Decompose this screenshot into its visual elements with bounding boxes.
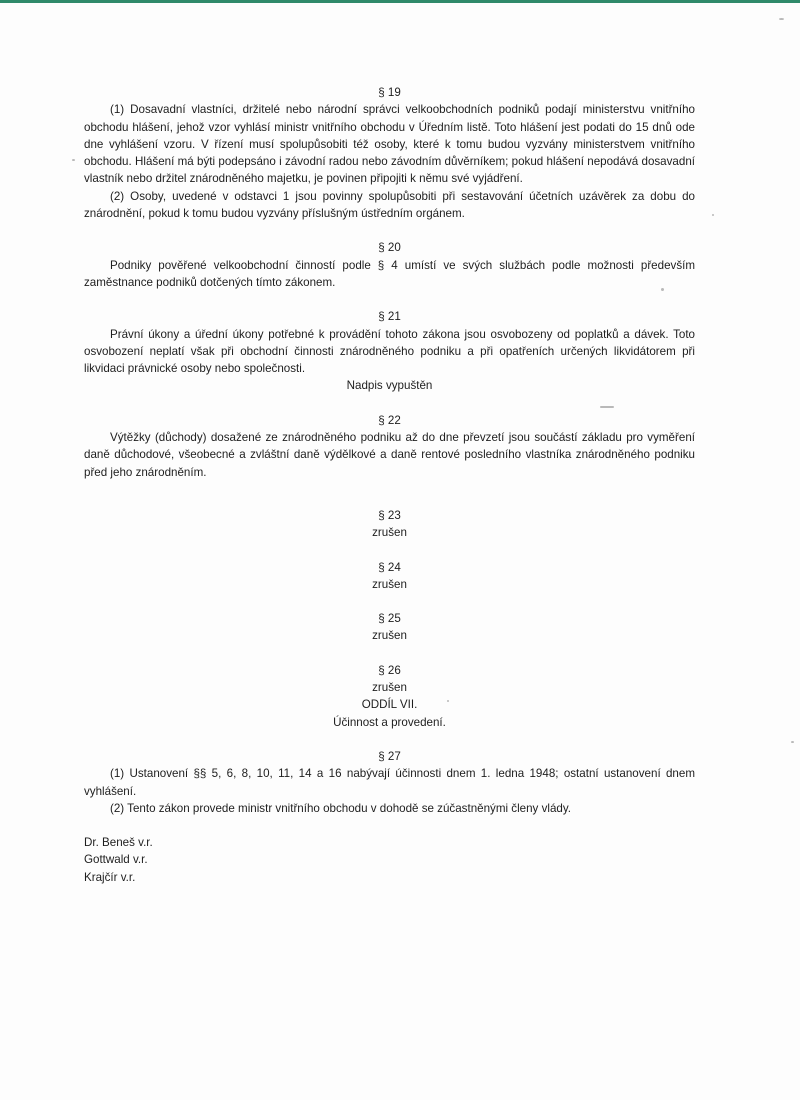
section-20-paragraph-1: Podniky pověřené velkoobchodní činností podle § 4 umístí ve svých službách podle možnosti především zaměstnance podniků dotčených tímto zákonem. bbox=[84, 258, 695, 289]
section-23-status: zrušen bbox=[372, 526, 407, 540]
section-22-heading: § 22 bbox=[378, 413, 401, 427]
section-21-heading: § 21 bbox=[378, 310, 401, 324]
section-25-status: zrušen bbox=[372, 629, 407, 643]
section-19-paragraph-1: (1) Dosavadní vlastníci, držitelé nebo národní správci velkoobchodních podniků podají ministerstvu vnitřního obchodu hlášení, jehož vzor vyhlásí ministr vnitřního obchodu v Úředním listě. Toto hlášení jest podati do 15 dnů ode dne vyhlášení vzoru. V řízení musí spolupůsobiti též osoby, které k tomu budou vyzvány ministerstvem vnitřního obchodu. Hlášení má býti podepsáno i závodní radou nebo závodním důvěrníkem; pokud hlášení nepodává dosavadní vlastník nebo držitel znárodněného majetku, je povinen připojiti k němu své vyjádření. bbox=[84, 103, 695, 186]
part-7-heading: ODDÍL VII. bbox=[361, 698, 418, 712]
part-7-title: Účinnost a provedení. bbox=[333, 715, 446, 729]
section-20-heading: § 20 bbox=[378, 241, 401, 255]
signature-krajcir: Krajčír v.r. bbox=[84, 870, 136, 884]
section-22-paragraph-1: Výtěžky (důchody) dosažené ze znárodněného podniku až do dne převzetí jsou součástí základu pro vyměření daně důchodové, všeobecné a zvláštní daně výdělkové a daně rentové posledního vlastníka znárodněného podniku před jeho znárodněním. bbox=[84, 431, 695, 479]
section-27-paragraph-1: (1) Ustanovení §§ 5, 6, 8, 10, 11, 14 a 16 nabývají účinnosti dnem 1. ledna 1948; ostatní ustanovení dnem vyhlášení. bbox=[84, 767, 695, 798]
section-24-status: zrušen bbox=[372, 577, 407, 591]
section-23-heading: § 23 bbox=[378, 508, 401, 522]
section-26-heading: § 26 bbox=[378, 663, 401, 677]
signature-benes: Dr. Beneš v.r. bbox=[84, 836, 153, 850]
scan-speck bbox=[712, 214, 714, 216]
section-27-paragraph-2: (2) Tento zákon provede ministr vnitřního obchodu v dohodě se zúčastněnými členy vlády. bbox=[110, 801, 571, 815]
scan-speck bbox=[72, 159, 75, 161]
section-19-heading: § 19 bbox=[378, 86, 401, 99]
document-body bbox=[84, 84, 695, 886]
section-26-status: zrušen bbox=[372, 681, 407, 695]
section-24-heading: § 24 bbox=[378, 560, 401, 574]
section-27-heading: § 27 bbox=[378, 749, 401, 763]
scan-speck bbox=[791, 741, 794, 743]
section-25-heading: § 25 bbox=[378, 612, 401, 626]
section-21-note: Nadpis vypuštěn bbox=[346, 379, 433, 393]
signature-gottwald: Gottwald v.r. bbox=[84, 853, 148, 867]
section-19-paragraph-2: (2) Osoby, uvedené v odstavci 1 jsou povinny spolupůsobiti při sestavování účetních uzávěrek za dobu do znárodnění, pokud k tomu budou vyzvány příslušným ústředním orgánem. bbox=[84, 189, 695, 221]
scan-top-edge bbox=[0, 0, 800, 3]
scan-speck bbox=[779, 18, 784, 20]
section-21-paragraph-1: Právní úkony a úřední úkony potřebné k provádění tohoto zákona jsou osvobozeny od poplatků a dávek. Toto osvobození neplatí však při obchodní činnosti znárodněného podniku a při opatřeních určených likvidátorem při likvidaci právnické osoby nebo společnosti. bbox=[84, 327, 695, 376]
